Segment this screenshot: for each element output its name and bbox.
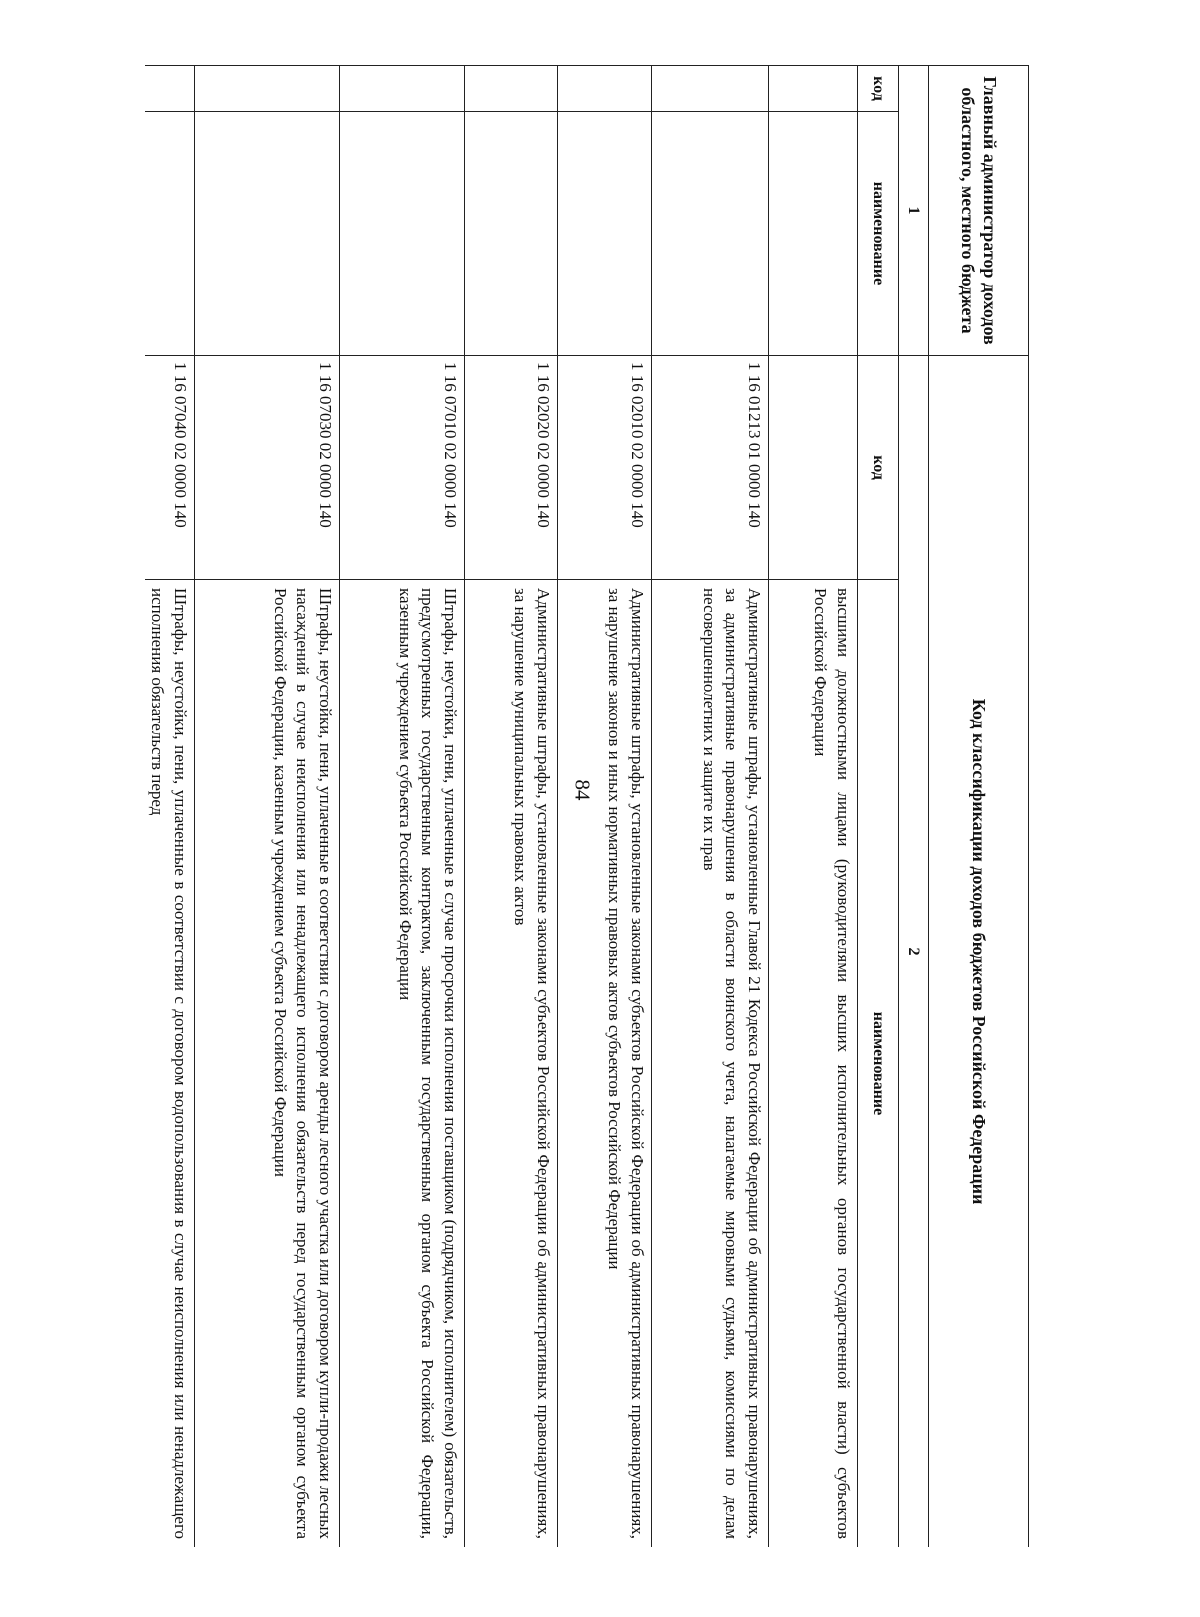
admin-code-cell [652,66,769,112]
header-classification-group: Код классификации доходов бюджетов Российской Федерации [929,356,1029,1547]
table-row [652,66,769,1548]
admin-name-cell [195,112,340,356]
name-cell: Штрафы, неустойки, пени, уплаченные в соответствии с договором водопользования в случае неисполнения или ненадлежащего исполнения обязательств перед [145,580,195,1547]
admin-name-cell [652,112,769,356]
table-row [558,66,652,1548]
rotated-page-region [145,65,1029,1547]
admin-code-cell [340,66,465,112]
column-number-2: 2 [899,356,929,1547]
header-admin-group: Главный администратор доходов областного, местного бюджета [929,66,1029,356]
code-cell [769,356,858,580]
name-cell: Административные штрафы, установленные Главой 21 Кодекса Российской Федерации об административных правонарушениях, за административные правонарушения в области воинского учета, налагаемые мировыми судьями, комиссиями по делам несовершеннолетних и защите их прав [652,580,769,1547]
header-admin-name: наименование [858,112,899,356]
name-cell: Штрафы, неустойки, пени, уплаченные в случае просрочки исполнения поставщиком (подрядчиком, исполнителем) обязательств, предусмотренных государственным контрактом, заключенным государственным органом субъекта Российской Федерации, казенным учреждением субъекта Российской Федерации [340,580,465,1547]
admin-name-cell [145,112,195,356]
admin-name-cell [558,112,652,356]
code-cell: 1 16 01213 01 0000 140 [652,356,769,580]
table-row [769,66,858,1548]
header-row-numbers [899,66,929,1548]
table-row [465,66,558,1548]
admin-code-cell [195,66,340,112]
admin-code-cell [558,66,652,112]
header-admin-code: код [858,66,899,112]
code-cell: 1 16 02010 02 0000 140 [558,356,652,580]
income-classification-table [145,65,1029,1547]
name-cell: высшими должностными лицами (руководителями высших исполнительных органов государственной власти) субъектов Российской Федерации [769,580,858,1547]
name-cell: Административные штрафы, установленные законами субъектов Российской Федерации об административных правонарушениях, за нарушение муниципальных правовых актов [465,580,558,1547]
admin-name-cell [769,112,858,356]
name-cell: Административные штрафы, установленные законами субъектов Российской Федерации об административных правонарушениях, за нарушение законов и иных нормативных правовых актов субъектов Российской Федерации [558,580,652,1547]
column-number-1: 1 [899,66,929,356]
code-cell: 1 16 02020 02 0000 140 [465,356,558,580]
table-row [340,66,465,1548]
admin-code-cell [465,66,558,112]
table-row [145,66,195,1548]
name-cell: Штрафы, неустойки, пени, уплаченные в соответствии с договором аренды лесного участка или договором купли-продажи лесных насаждений в случае неисполнения или ненадлежащего исполнения обязательств перед государственным органом субъекта Российской Федерации, казенным учреждением субъекта Российской Федерации [195,580,340,1547]
table-row [195,66,340,1548]
admin-code-cell [769,66,858,112]
header-row-columns [858,66,899,1548]
header-name: наименование [858,580,899,1547]
code-cell: 1 16 07030 02 0000 140 [195,356,340,580]
admin-name-cell [465,112,558,356]
code-cell: 1 16 07040 02 0000 140 [145,356,195,580]
header-code: код [858,356,899,580]
page-number: 84 [570,779,595,801]
admin-name-cell [340,112,465,356]
admin-code-cell [145,66,195,112]
header-row-groups [929,66,1029,1548]
code-cell: 1 16 07010 02 0000 140 [340,356,465,580]
